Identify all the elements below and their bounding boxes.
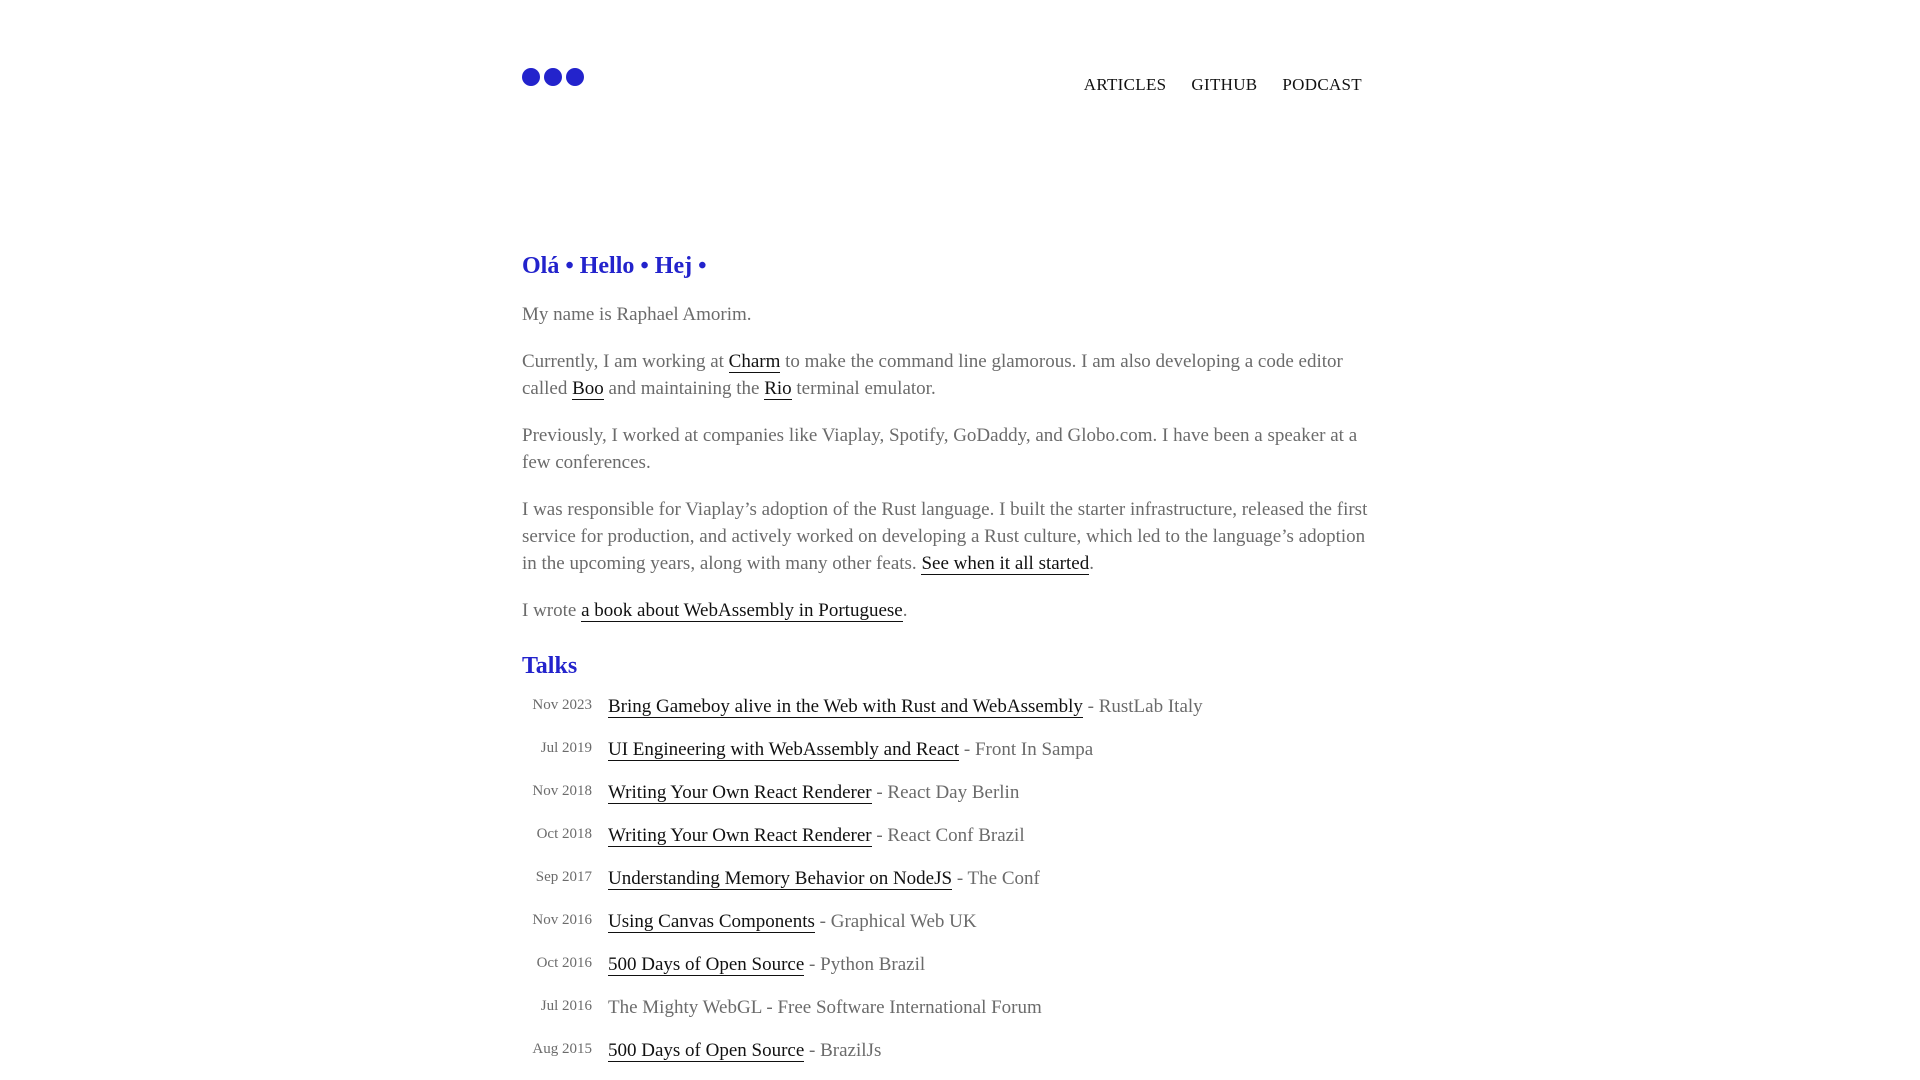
talk-date: Nov 2016 [532,912,592,928]
text: . [902,600,908,621]
talk-event: - Free Software International Forum [761,997,1042,1018]
talk-body [608,824,1025,848]
talk-event: - The Conf [952,868,1040,889]
talk-date: Jul 2016 [540,998,592,1014]
greeting-heading: Olá • Hello • Hej • [522,253,707,279]
talk-event: - BrazilJs [804,1040,882,1061]
see-when-started-link[interactable]: See when it all started [921,553,1090,574]
talk-row [522,996,1382,1039]
dot-icon [566,68,584,86]
talk-event: - React Day Berlin [871,782,1020,803]
text: I was responsible for Viaplay’s adoption of the Rust language. I built the starter infrastructure, released the first service for production, and actively worked on developing a Rust culture, which led to the language’s adoption in the upcoming years, along with many other feats. [522,499,1368,574]
page [522,0,1382,1080]
talk-date: Jul 2019 [540,740,592,756]
intro-rust [522,496,1382,577]
talk-date: Nov 2018 [532,783,592,799]
talk-title-link[interactable]: Writing Your Own React Renderer [608,825,872,846]
nav-podcast[interactable]: PODCAST [1282,75,1362,94]
top-nav [1084,75,1362,95]
talk-event: - RustLab Italy [1082,696,1203,717]
talk-date: Aug 2015 [532,1041,592,1057]
talk-row [522,781,1382,824]
talk-title-link[interactable]: Writing Your Own React Renderer [608,782,872,803]
text: to make the command line glamorous. I am also developing a code editor called [522,351,1343,399]
talk-date: Oct 2018 [536,826,592,842]
dot-icon [544,68,562,86]
text: I wrote [522,600,582,621]
talk-row [522,910,1382,953]
logo-dots[interactable] [522,68,584,86]
talk-row [522,1039,1382,1080]
talk-title-link[interactable]: UI Engineering with WebAssembly and React [608,739,960,760]
talk-event: - React Conf Brazil [871,825,1025,846]
text: . [1089,553,1094,574]
boo-link[interactable]: Boo [572,378,604,399]
talk-row [522,738,1382,781]
talk-title-link[interactable]: Bring Gameboy alive in the Web with Rust and WebAssembly [608,696,1083,717]
rio-link[interactable]: Rio [764,378,792,399]
talk-row [522,824,1382,867]
talk-event: - Front In Sampa [959,739,1094,760]
intro-name: My name is Raphael Amorim. [522,304,752,325]
talk-body [608,1039,881,1063]
talk-body [608,738,1093,762]
talk-event: - Python Brazil [804,954,926,975]
talk-body [608,867,1040,891]
talk-date: Oct 2016 [536,955,592,971]
talk-body [608,695,1203,719]
talk-body [608,996,1042,1020]
talk-row [522,867,1382,910]
text: Currently, I am working at [522,351,729,372]
text: terminal emulator. [791,378,936,399]
talk-list [522,695,1382,1080]
site-header [522,0,1382,200]
talk-date: Sep 2017 [535,869,592,885]
talk-title: The Mighty WebGL [608,997,762,1018]
talk-title-link[interactable]: Understanding Memory Behavior on NodeJS [608,868,953,889]
intro-book [522,597,1382,624]
talk-title-link[interactable]: 500 Days of Open Source [608,1040,805,1061]
text: and maintaining the [603,378,765,399]
talk-date: Nov 2023 [532,697,592,713]
charm-link[interactable]: Charm [728,351,781,372]
talks-heading: Talks [522,653,578,679]
nav-articles[interactable]: ARTICLES [1083,75,1167,94]
dot-icon [522,68,540,86]
talk-row [522,953,1382,996]
nav-github[interactable]: GITHUB [1191,75,1258,94]
intro-current [522,348,1382,402]
talk-title-link[interactable]: 500 Days of Open Source [608,954,805,975]
talk-event: - Graphical Web UK [814,911,977,932]
talk-body [608,953,925,977]
talk-body [608,910,977,934]
intro-previous: Previously, I worked at companies like Viaplay, Spotify, GoDaddy, and Globo.com. I have been a speaker at a few conferences. [522,425,1358,473]
webassembly-book-link[interactable]: a book about WebAssembly in Portuguese [581,600,903,621]
talk-row [522,695,1382,738]
talk-title-link[interactable]: Using Canvas Components [608,911,815,932]
talk-body [608,781,1019,805]
